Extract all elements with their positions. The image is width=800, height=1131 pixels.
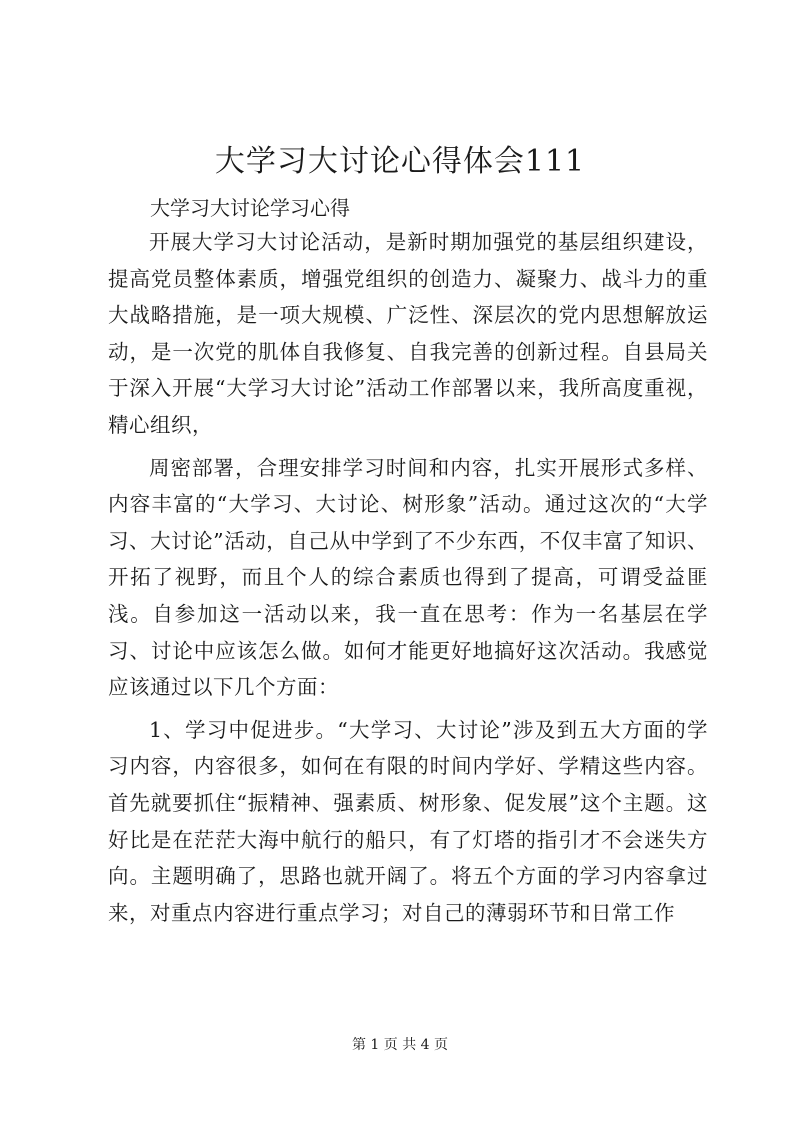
paragraph: 周密部署，合理安排学习时间和内容，扎实开展形式多样、内容丰富的“大学习、大讨论、树形象”活动。通过这次的“大学习、大讨论”活动，自己从中学到了不少东西，不仅丰富了知识、开拓了视野，而且个人的综合素质也得到了提高，可谓受益匪浅。自参加这一活动以来，我一直在思考：作为一名基层在学习、讨论中应该怎么做。如何才能更好地搞好这次活动。我感觉应该通过以下几个方面： — [108, 455, 708, 700]
paragraph: 1、学习中促进步。“大学习、大讨论”涉及到五大方面的学习内容，内容很多，如何在有限的时间内学好、学精这些内容。首先就要抓住“振精神、强素质、树形象、促发展”这个主题。这好比是在茫茫大海中航行的船只，有了灯塔的指引才不会迷失方向。主题明确了，思路也就开阔了。将五个方面的学习内容拿过来，对重点内容进行重点学习；对自己的薄弱环节和日常工作 — [108, 717, 708, 925]
document-title: 大学习大讨论心得体会111 — [214, 144, 586, 179]
page-footer: 第 1 页 共 4 页 — [351, 1037, 449, 1053]
document-body — [108, 224, 708, 937]
document-subtitle: 大学习大讨论学习心得 — [150, 196, 350, 220]
paragraph: 开展大学习大讨论活动，是新时期加强党的基层组织建设，提高党员整体素质，增强党组织的创造力、凝聚力、战斗力的重大战略措施，是一项大规模、广泛性、深层次的党内思想解放运动，是一次党的肌体自我修复、自我完善的创新过程。自县局关于深入开展“大学习大讨论”活动工作部署以来，我所高度重视，精心组织， — [108, 230, 708, 437]
